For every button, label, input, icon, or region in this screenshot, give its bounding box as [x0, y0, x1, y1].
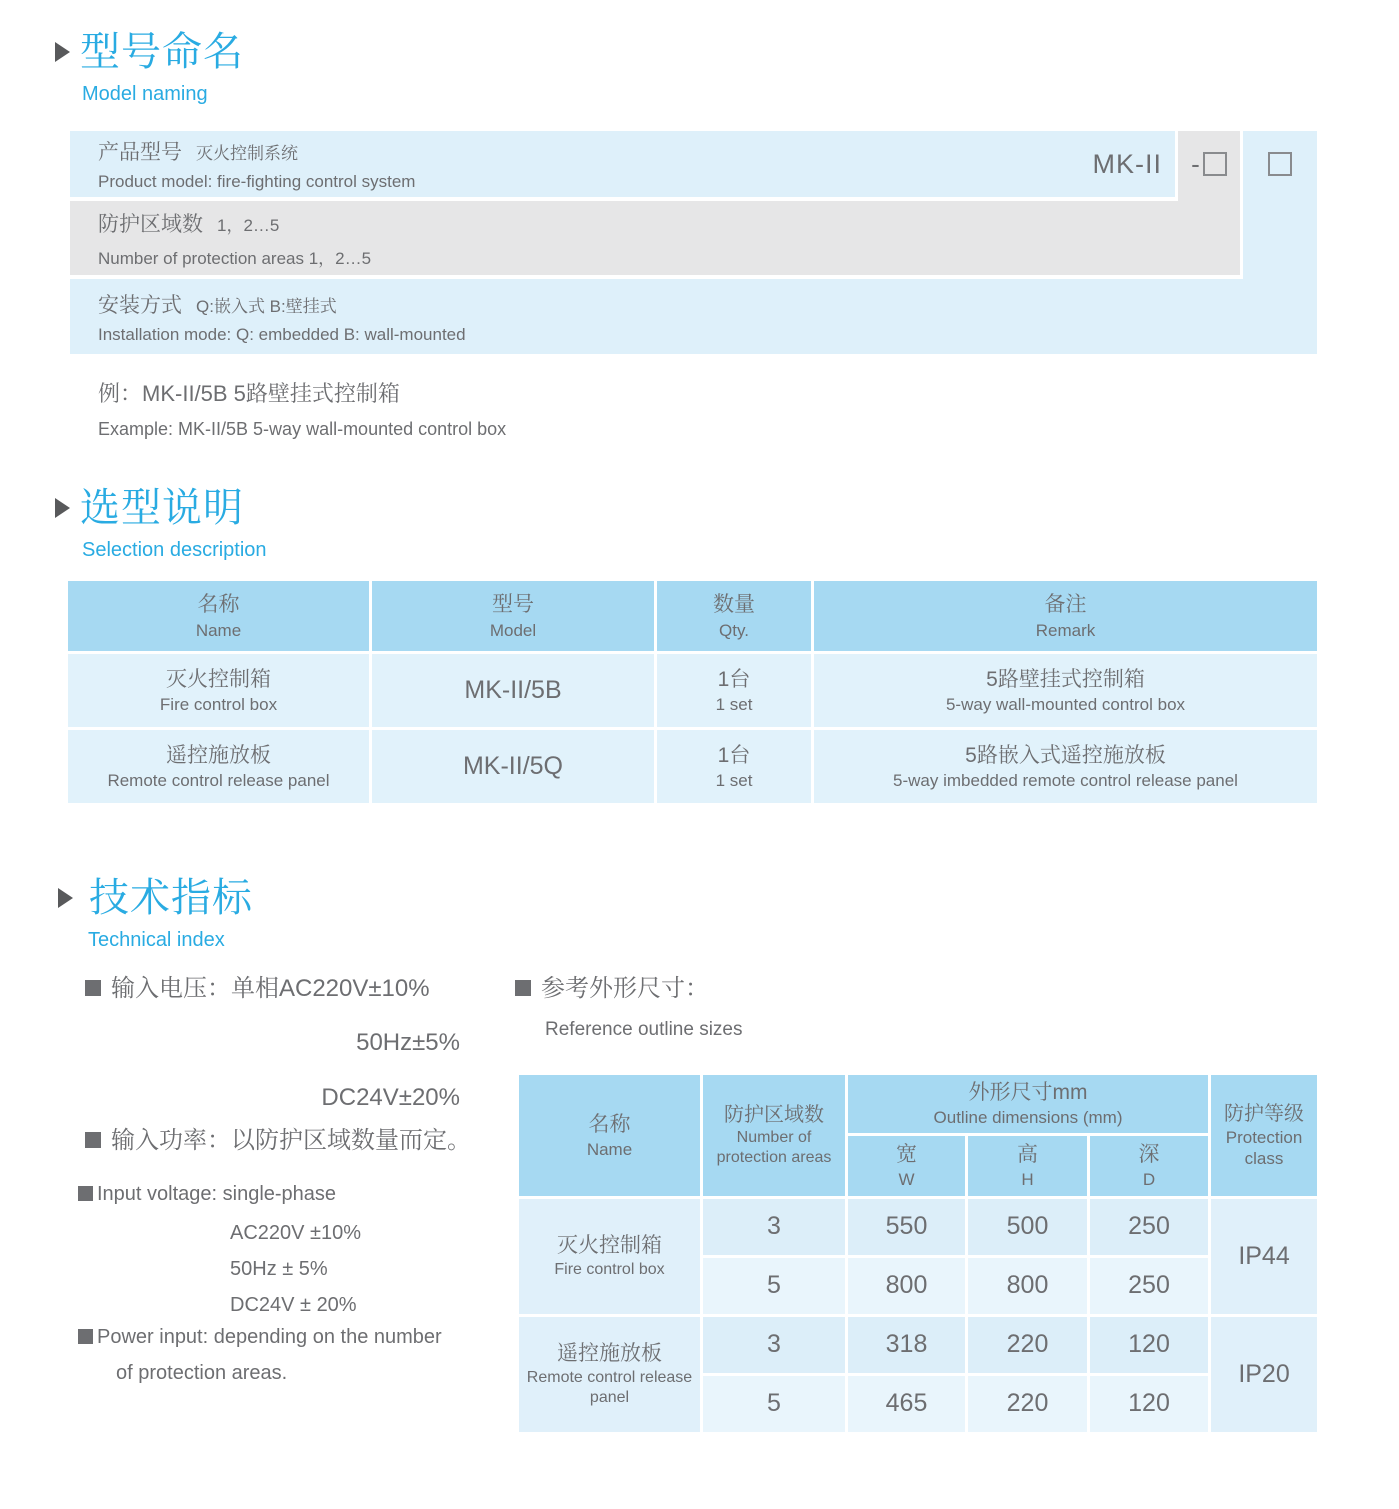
power-input-en-line2: of protection areas.	[116, 1362, 288, 1384]
col-header-remark: 备注 Remark	[813, 580, 1319, 653]
col-header-outline-group: 外形尺寸mm Outline dimensions (mm)	[847, 1074, 1210, 1135]
cell-depth: 120	[1089, 1374, 1210, 1433]
outline-sizes-block	[515, 973, 743, 1043]
row-label-zh: 产品型号	[98, 141, 182, 164]
cell-remark: 5路壁挂式控制箱 5-way wall-mounted control box	[813, 653, 1319, 729]
square-bullet-icon	[78, 1329, 93, 1344]
row-line-zh	[98, 289, 1317, 319]
placeholder-box-icon	[1203, 152, 1227, 176]
table-row	[67, 729, 1319, 805]
example-en: Example: MK-II/5B 5-way wall-mounted control box	[98, 419, 507, 439]
section-arrow-icon	[58, 888, 73, 908]
cell-height: 500	[967, 1197, 1089, 1256]
input-voltage-en-line3: 50Hz ± 5%	[230, 1258, 328, 1280]
cell-height: 800	[967, 1256, 1089, 1315]
cell-width: 550	[847, 1197, 967, 1256]
model-code-areas-slot	[1178, 131, 1240, 197]
cell-width: 800	[847, 1256, 967, 1315]
selection-table-header-row	[67, 580, 1319, 653]
outline-sizes-zh: 参考外形尺寸：	[541, 975, 709, 1002]
input-voltage-zh-line2: 50Hz±5%	[356, 1029, 460, 1057]
cell-protection-class: IP44	[1210, 1197, 1319, 1315]
cell-qty: 1台 1 set	[656, 653, 813, 729]
section-arrow-icon	[55, 498, 70, 518]
diagram-row-protection-areas	[70, 201, 1240, 275]
row-note-zh: Q:嵌入式 B:壁挂式	[196, 296, 337, 316]
cell-areas: 5	[702, 1256, 847, 1315]
input-voltage-en-line2: AC220V ±10%	[230, 1222, 362, 1244]
input-power-zh: 输入功率：以防护区域数量而定。	[111, 1127, 471, 1154]
section-title-zh: 技术指标	[89, 876, 253, 920]
row-label-en: Installation mode: Q: embedded B: wall-mounted	[98, 324, 466, 344]
dimensions-table	[516, 1072, 1320, 1435]
cell-width: 465	[847, 1374, 967, 1433]
section-title-en: Technical index	[88, 929, 225, 951]
cell-areas: 5	[702, 1374, 847, 1433]
col-header-qty: 数量 Qty.	[656, 580, 813, 653]
col-header-name: 名称 Name	[518, 1074, 702, 1198]
cell-name: 灭火控制箱 Fire control box	[67, 653, 371, 729]
cell-remark: 5路嵌入式遥控施放板 5-way imbedded remote control release panel	[813, 729, 1319, 805]
cell-model: MK-II/5Q	[371, 729, 656, 805]
section-technical-header	[58, 876, 253, 952]
model-code-install-slot	[1243, 131, 1317, 197]
square-bullet-icon	[515, 980, 531, 996]
cell-width: 318	[847, 1315, 967, 1374]
table-row	[67, 653, 1319, 729]
cell-height: 220	[967, 1315, 1089, 1374]
section-title-zh: 选型说明	[80, 486, 244, 530]
row-line-zh	[98, 208, 1240, 238]
example-block	[98, 377, 506, 440]
square-bullet-icon	[85, 1132, 101, 1148]
input-voltage-zh-line3: DC24V±20%	[321, 1084, 460, 1112]
input-voltage-en-line1: Input voltage: single-phase	[97, 1183, 337, 1205]
cell-height: 220	[967, 1374, 1089, 1433]
cell-protection-class: IP20	[1210, 1315, 1319, 1433]
section-model-naming-header	[55, 30, 244, 106]
col-header-height: 高 H	[967, 1134, 1089, 1197]
power-input-en-block	[78, 1324, 442, 1386]
col-header-width: 宽 W	[847, 1134, 967, 1197]
col-header-areas: 防护区域数 Number of protection areas	[702, 1074, 847, 1198]
cell-name: 灭火控制箱 Fire control box	[518, 1197, 702, 1315]
example-zh: 例：MK-II/5B 5路壁挂式控制箱	[98, 381, 400, 406]
col-header-depth: 深 D	[1089, 1134, 1210, 1197]
square-bullet-icon	[78, 1186, 93, 1201]
row-label-en: Number of protection areas 1，2…5	[98, 248, 372, 268]
input-voltage-zh-line1: 输入电压：单相AC220V±10%	[111, 975, 430, 1002]
model-code: MK-II	[1092, 148, 1162, 179]
col-header-protection-class: 防护等级 Protection class	[1210, 1074, 1319, 1198]
row-label-zh: 防护区域数	[98, 212, 203, 236]
table-row	[518, 1315, 1319, 1374]
row-label-en: Product model: fire-fighting control system	[98, 172, 416, 191]
col-header-name: 名称 Name	[67, 580, 371, 653]
model-naming-diagram	[70, 131, 1317, 354]
cell-qty: 1台 1 set	[656, 729, 813, 805]
table-row	[518, 1197, 1319, 1256]
placeholder-box-icon	[1268, 152, 1292, 176]
section-arrow-icon	[55, 42, 70, 62]
section-selection-header	[55, 486, 267, 562]
input-voltage-zh-block	[85, 973, 460, 1114]
outline-sizes-en: Reference outline sizes	[545, 1019, 743, 1041]
cell-name: 遥控施放板 Remote control release panel	[67, 729, 371, 805]
cell-areas: 3	[702, 1197, 847, 1256]
input-power-zh-block	[85, 1125, 471, 1156]
cell-depth: 250	[1089, 1197, 1210, 1256]
dash-separator: -	[1191, 148, 1200, 179]
section-title-zh: 型号命名	[80, 30, 244, 74]
cell-depth: 250	[1089, 1256, 1210, 1315]
cell-depth: 120	[1089, 1315, 1210, 1374]
section-title-en: Model naming	[82, 83, 208, 105]
row-note-zh: 1，2…5	[217, 215, 280, 235]
col-header-model: 型号 Model	[371, 580, 656, 653]
input-voltage-en-line4: DC24V ± 20%	[230, 1294, 357, 1316]
square-bullet-icon	[85, 980, 101, 996]
cell-name: 遥控施放板 Remote control release panel	[518, 1315, 702, 1433]
input-voltage-en-block	[78, 1181, 361, 1318]
section-title-en: Selection description	[82, 539, 267, 561]
cell-areas: 3	[702, 1315, 847, 1374]
diagram-row-installation-mode	[70, 279, 1317, 354]
row-note-zh: 灭火控制系统	[196, 144, 298, 163]
row-label-zh: 安装方式	[98, 293, 182, 317]
selection-table	[65, 578, 1320, 806]
power-input-en-line1: Power input: depending on the number	[97, 1326, 442, 1348]
cell-model: MK-II/5B	[371, 653, 656, 729]
dimensions-header-row-1	[518, 1074, 1319, 1135]
